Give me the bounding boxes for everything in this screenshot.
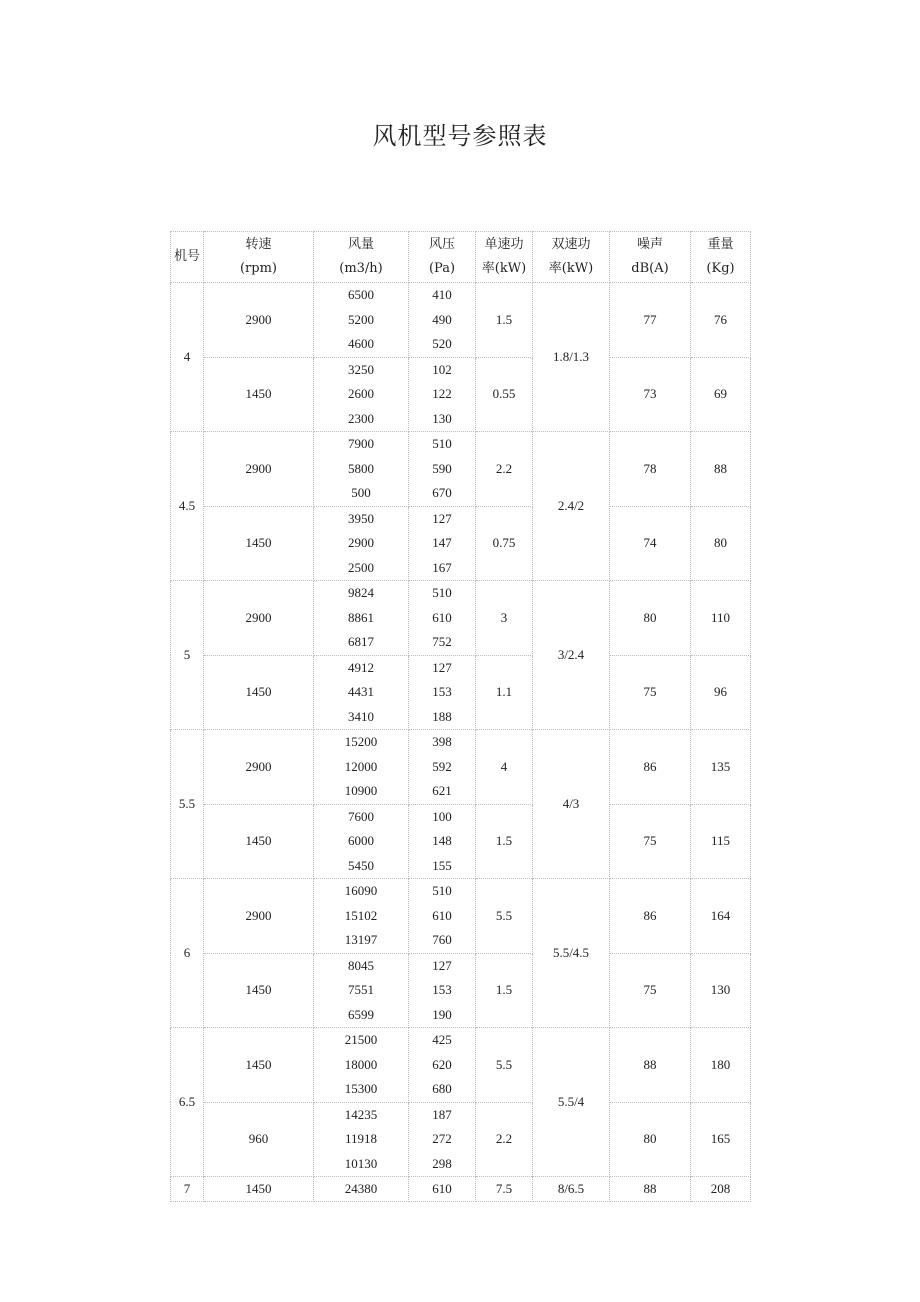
pressure-cell-value: 510: [432, 883, 452, 898]
pressure-cell-stack: [409, 1028, 475, 1102]
model-cell: 6.5: [171, 1028, 204, 1177]
flow-cell-value: 16090: [344, 883, 378, 898]
table-row: [171, 581, 751, 656]
header-cell: [691, 232, 751, 283]
pressure-cell-value: 398: [432, 734, 452, 749]
header-line: 机号: [173, 249, 200, 264]
single-power-cell: 0.75: [476, 506, 533, 581]
flow-cell-value: 6817: [348, 634, 374, 649]
weight-cell: 80: [691, 506, 751, 581]
flow-cell-value: 15102: [344, 907, 378, 923]
single-power-cell: 0.55: [476, 357, 533, 432]
dual-power-cell: 5.5/4.5: [533, 879, 610, 1028]
pressure-cell-value: 127: [432, 659, 452, 675]
pressure-cell: [409, 357, 476, 432]
header-cell: [610, 232, 691, 283]
flow-cell-value: 7551: [348, 982, 374, 997]
noise-cell: 74: [610, 506, 691, 581]
flow-cell-value: 12000: [344, 758, 378, 774]
pressure-cell-value: 680: [432, 1081, 452, 1096]
noise-cell: 75: [610, 655, 691, 730]
pressure-cell-value: 621: [432, 783, 452, 798]
table-row: [171, 432, 751, 507]
weight-cell: 164: [691, 879, 751, 954]
pressure-cell: [409, 879, 476, 954]
flow-cell: [314, 581, 409, 656]
dual-power-cell: 3/2.4: [533, 581, 610, 730]
header-cell: [409, 232, 476, 283]
flow-cell: [314, 953, 409, 1028]
pressure-cell-value: 155: [432, 857, 452, 873]
flow-cell-value: 8045: [348, 957, 374, 973]
flow-cell-value: 7900: [348, 436, 374, 451]
pressure-cell-value: 130: [432, 410, 452, 426]
pressure-cell: [409, 953, 476, 1028]
pressure-cell-stack: [409, 879, 475, 953]
pressure-cell: [409, 655, 476, 730]
pressure-cell-value: 425: [432, 1032, 452, 1047]
header-cell: [476, 232, 533, 283]
weight-cell: 130: [691, 953, 751, 1028]
pressure-cell-value: 272: [432, 1131, 452, 1146]
pressure-cell-value: 187: [432, 1106, 452, 1122]
flow-cell-value: 14235: [344, 1106, 378, 1122]
noise-cell: 88: [610, 1028, 691, 1103]
pressure-cell-stack: [409, 1103, 475, 1177]
header-line: (Kg): [706, 261, 735, 276]
flow-cell-value: 6599: [348, 1006, 374, 1022]
pressure-cell-value: 670: [432, 485, 452, 500]
single-power-cell: 2.2: [476, 1102, 533, 1177]
table-body: [171, 232, 751, 1202]
pressure-cell-value: 490: [432, 311, 452, 327]
dual-power-cell: 1.8/1.3: [533, 283, 610, 432]
flow-cell-value: 4912: [348, 659, 374, 675]
flow-cell-value: 10130: [344, 1155, 378, 1171]
pressure-cell-value: 167: [432, 559, 452, 575]
flow-cell-value: 18000: [344, 1056, 378, 1072]
flow-cell-value: 2500: [348, 559, 374, 575]
pressure-cell-value: 153: [432, 684, 452, 699]
pressure-cell: [409, 804, 476, 879]
pressure-cell: [409, 581, 476, 656]
flow-cell-stack: [314, 358, 408, 432]
single-power-cell: 3: [476, 581, 533, 656]
header-line: (rpm): [239, 261, 277, 276]
header-line: 风压: [428, 237, 455, 252]
flow-cell-value: 6500: [348, 287, 374, 302]
header-line: dB(A): [631, 261, 669, 276]
header-row: [171, 232, 751, 283]
model-cell: 5.5: [171, 730, 204, 879]
flow-cell: [314, 432, 409, 507]
pressure-cell-stack: [409, 656, 475, 730]
flow-cell: [314, 730, 409, 805]
header-cell: [171, 232, 204, 283]
pressure-cell-value: 100: [432, 808, 452, 824]
flow-cell-stack: [314, 954, 408, 1028]
table-row: [171, 953, 751, 1028]
weight-cell: 165: [691, 1102, 751, 1177]
header-cell: [533, 232, 610, 283]
flow-cell: [314, 879, 409, 954]
pressure-cell-value: 520: [432, 336, 452, 351]
pressure-cell: [409, 1102, 476, 1177]
noise-cell: 75: [610, 804, 691, 879]
flow-cell-value: 5200: [348, 311, 374, 327]
pressure-cell-value: 153: [432, 982, 452, 997]
table-row: [171, 804, 751, 879]
flow-cell-value: 8861: [348, 609, 374, 625]
pressure-cell-value: 510: [432, 585, 452, 600]
pressure-cell-value: 148: [432, 833, 452, 848]
noise-cell: 86: [610, 879, 691, 954]
pressure-cell-stack: [409, 954, 475, 1028]
flow-cell-value: 3250: [348, 361, 374, 377]
pressure-cell-value: 610: [432, 609, 452, 625]
flow-cell-value: 500: [351, 485, 371, 500]
pressure-cell: [409, 432, 476, 507]
noise-cell: 86: [610, 730, 691, 805]
flow-cell-value: 2300: [348, 410, 374, 426]
fan-spec-table: [170, 231, 751, 1202]
table-row: [171, 655, 751, 730]
pressure-cell-value: 122: [432, 386, 452, 401]
flow-cell-value: 15300: [344, 1081, 378, 1096]
header-cell: [314, 232, 409, 283]
weight-cell: 110: [691, 581, 751, 656]
noise-cell: 77: [610, 283, 691, 358]
weight-cell: 180: [691, 1028, 751, 1103]
single-power-cell: 1.1: [476, 655, 533, 730]
weight-cell: 76: [691, 283, 751, 358]
pressure-cell-value: 752: [432, 634, 452, 649]
flow-cell-value: 2900: [348, 535, 374, 550]
model-cell: 4: [171, 283, 204, 432]
flow-cell-value: 9824: [348, 585, 374, 600]
pressure-cell: [409, 283, 476, 358]
flow-cell-value: 2600: [348, 386, 374, 401]
flow-cell-value: 3950: [348, 510, 374, 526]
pressure-cell-value: 760: [432, 932, 452, 947]
weight-cell: 135: [691, 730, 751, 805]
speed-cell: 1450: [204, 1177, 314, 1202]
table-row: [171, 1177, 751, 1202]
speed-cell: 1450: [204, 804, 314, 879]
speed-cell: 1450: [204, 357, 314, 432]
flow-cell-stack: [314, 1028, 408, 1102]
table-row: [171, 283, 751, 358]
weight-cell: 115: [691, 804, 751, 879]
flow-cell-stack: [314, 432, 408, 506]
flow-cell-value: 11918: [344, 1131, 378, 1146]
header-cell: [204, 232, 314, 283]
header-line: 噪声: [636, 237, 663, 252]
header-line: 率(kW): [481, 261, 527, 276]
speed-cell: 1450: [204, 953, 314, 1028]
flow-cell-value: 10900: [344, 783, 378, 798]
flow-cell: [314, 655, 409, 730]
pressure-cell-value: 102: [432, 361, 452, 377]
flow-cell: [314, 1028, 409, 1103]
flow-cell-value: 4431: [348, 684, 374, 699]
pressure-cell-stack: [409, 805, 475, 879]
flow-cell: [314, 283, 409, 358]
model-cell: 4.5: [171, 432, 204, 581]
table-row: [171, 730, 751, 805]
speed-cell: 1450: [204, 506, 314, 581]
table-row: [171, 1102, 751, 1177]
noise-cell: 80: [610, 1102, 691, 1177]
pressure-cell-value: 610: [432, 907, 452, 923]
dual-power-cell: 4/3: [533, 730, 610, 879]
pressure-cell-value: 620: [432, 1056, 452, 1072]
pressure-cell-stack: [409, 432, 475, 506]
header-line: (Pa): [428, 261, 456, 276]
flow-cell: [314, 804, 409, 879]
pressure-cell-value: 188: [432, 708, 452, 724]
header-line: 风量: [347, 237, 374, 252]
single-power-cell: 7.5: [476, 1177, 533, 1202]
flow-cell-stack: [314, 581, 408, 655]
table-row: [171, 879, 751, 954]
speed-cell: 1450: [204, 655, 314, 730]
pressure-cell-stack: [409, 730, 475, 804]
flow-cell-stack: [314, 507, 408, 581]
model-cell: 6: [171, 879, 204, 1028]
speed-cell: 1450: [204, 1028, 314, 1103]
header-line: 单速功: [484, 237, 524, 252]
header-line: 率(kW): [548, 261, 594, 276]
flow-cell-stack: [314, 656, 408, 730]
single-power-cell: 5.5: [476, 879, 533, 954]
page-title: 风机型号参照表: [372, 122, 548, 150]
pressure-cell-value: 590: [432, 460, 452, 476]
noise-cell: 75: [610, 953, 691, 1028]
flow-cell-value: 15200: [344, 734, 378, 749]
flow-cell: [314, 506, 409, 581]
flow-cell-value: 3410: [348, 708, 374, 724]
pressure-cell: [409, 506, 476, 581]
speed-cell: 2900: [204, 879, 314, 954]
dual-power-cell: 2.4/2: [533, 432, 610, 581]
table-row: [171, 357, 751, 432]
pressure-cell-value: 592: [432, 758, 452, 774]
pressure-cell-value: 147: [432, 535, 452, 550]
flow-cell-value: 4600: [348, 336, 374, 351]
dual-power-cell: 8/6.5: [533, 1177, 610, 1202]
header-line: 双速功: [551, 237, 591, 252]
flow-cell: [314, 357, 409, 432]
flow-cell-stack: [314, 730, 408, 804]
speed-cell: 2900: [204, 730, 314, 805]
noise-cell: 80: [610, 581, 691, 656]
model-cell: 5: [171, 581, 204, 730]
flow-cell-stack: [314, 805, 408, 879]
flow-cell-value: 6000: [348, 833, 374, 848]
speed-cell: 2900: [204, 283, 314, 358]
pressure-cell-value: 298: [432, 1155, 452, 1171]
pressure-cell-stack: [409, 507, 475, 581]
pressure-cell-value: 510: [432, 436, 452, 451]
pressure-cell: [409, 1028, 476, 1103]
weight-cell: 88: [691, 432, 751, 507]
speed-cell: 2900: [204, 432, 314, 507]
flow-cell: [314, 1102, 409, 1177]
weight-cell: 96: [691, 655, 751, 730]
flow-cell-value: 7600: [348, 808, 374, 824]
flow-cell-stack: [314, 283, 408, 357]
dual-power-cell: 5.5/4: [533, 1028, 610, 1177]
header-line: 转速: [245, 237, 272, 252]
table-row: [171, 1028, 751, 1103]
flow-cell: 24380: [314, 1177, 409, 1202]
header-line: (m3/h): [339, 261, 383, 276]
single-power-cell: 1.5: [476, 804, 533, 879]
pressure-cell-stack: [409, 581, 475, 655]
pressure-cell: [409, 730, 476, 805]
noise-cell: 88: [610, 1177, 691, 1202]
single-power-cell: 5.5: [476, 1028, 533, 1103]
pressure-cell-value: 127: [432, 510, 452, 526]
single-power-cell: 1.5: [476, 283, 533, 358]
noise-cell: 73: [610, 357, 691, 432]
table-row: [171, 506, 751, 581]
single-power-cell: 4: [476, 730, 533, 805]
single-power-cell: 2.2: [476, 432, 533, 507]
model-cell: 7: [171, 1177, 204, 1202]
single-power-cell: 1.5: [476, 953, 533, 1028]
weight-cell: 208: [691, 1177, 751, 1202]
pressure-cell-value: 127: [432, 957, 452, 973]
flow-cell-value: 5450: [348, 857, 374, 873]
pressure-cell-stack: [409, 283, 475, 357]
noise-cell: 78: [610, 432, 691, 507]
pressure-cell-stack: [409, 358, 475, 432]
flow-cell-stack: [314, 879, 408, 953]
flow-cell-value: 21500: [344, 1032, 378, 1047]
header-line: 重量: [707, 237, 734, 252]
weight-cell: 69: [691, 357, 751, 432]
flow-cell-value: 13197: [344, 932, 378, 947]
pressure-cell-value: 190: [432, 1006, 452, 1022]
flow-cell-value: 5800: [348, 460, 374, 476]
pressure-cell-value: 410: [432, 287, 452, 302]
flow-cell-stack: [314, 1103, 408, 1177]
speed-cell: 960: [204, 1102, 314, 1177]
pressure-cell: 610: [409, 1177, 476, 1202]
speed-cell: 2900: [204, 581, 314, 656]
